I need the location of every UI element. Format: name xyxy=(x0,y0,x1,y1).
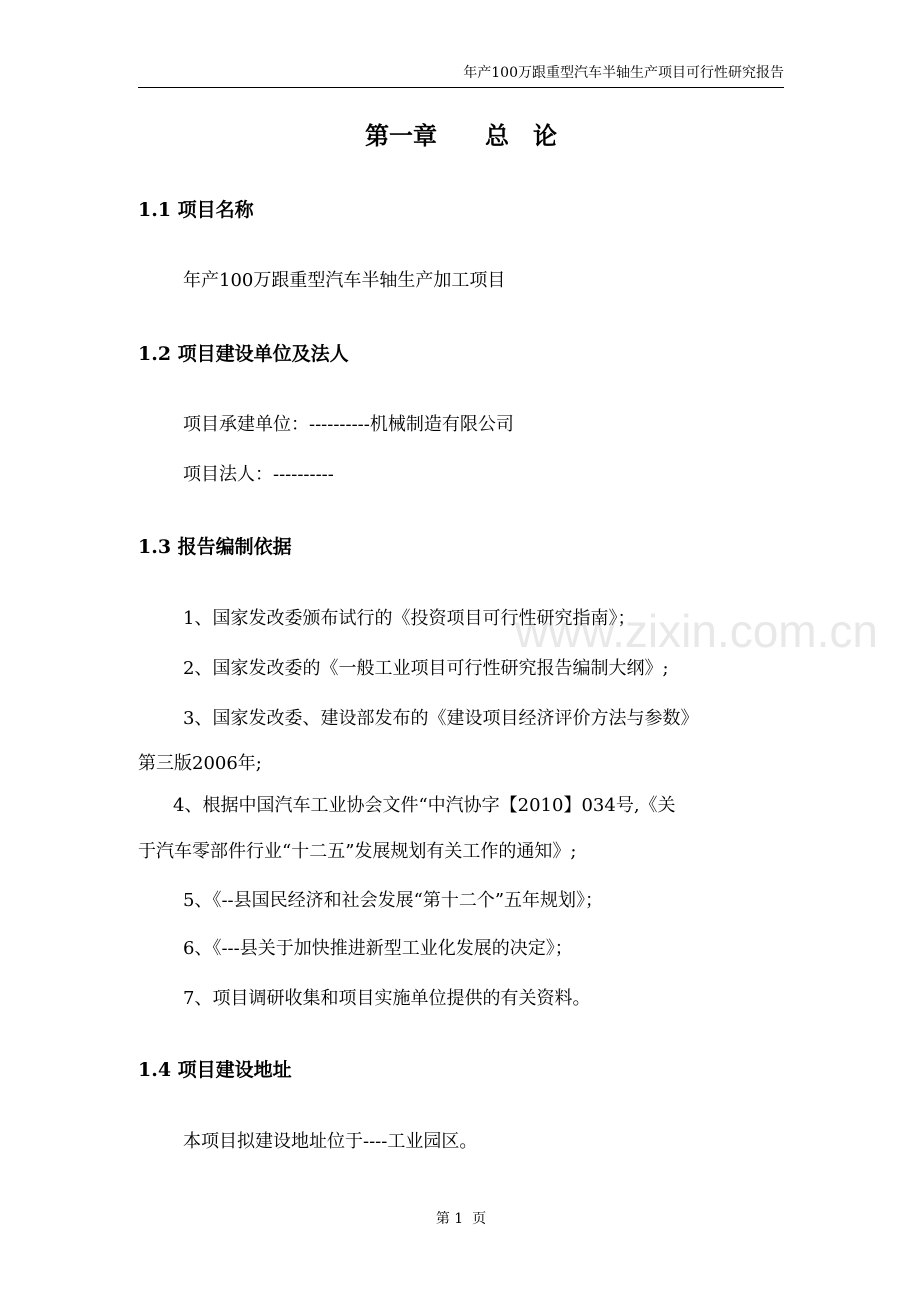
basis-item-6: 6、《---县关于加快推进新型工业化发展的决定》； xyxy=(183,938,573,959)
project-address: 本项目拟建设地址位于----工业园区。 xyxy=(183,1131,478,1152)
section-heading-1-1: 1.1 项目名称 xyxy=(138,199,254,221)
running-header: 年产100万跟重型汽车半轴生产项目可行性研究报告 xyxy=(463,65,784,81)
header-rule xyxy=(138,87,784,88)
legal-person: 项目法人：---------- xyxy=(183,464,334,485)
project-name: 年产100万跟重型汽车半轴生产加工项目 xyxy=(183,270,506,291)
page-number: 第 1 页 xyxy=(435,1211,487,1227)
basis-item-1: 1、国家发改委颁布试行的《投资项目可行性研究指南》； xyxy=(183,608,636,629)
section-heading-1-4: 1.4 项目建设地址 xyxy=(138,1059,292,1081)
chapter-title: 第一章 总 论 xyxy=(365,121,557,150)
basis-item-4: 4、根据中国汽车工业协会文件“中汽协字【2010】034号,《关 xyxy=(173,795,676,816)
basis-item-5: 5、《--县国民经济和社会发展“第十二个”五年规划》； xyxy=(183,890,604,911)
section-heading-1-3: 1.3 报告编制依据 xyxy=(138,536,292,558)
section-heading-1-2: 1.2 项目建设单位及法人 xyxy=(138,343,349,365)
basis-item-2: 2、国家发改委的《一般工业项目可行性研究报告编制大纲》; xyxy=(183,658,669,679)
basis-item-4-continued: 于汽车零部件行业“十二五”发展规划有关工作的通知》; xyxy=(138,841,577,862)
basis-item-3: 3、国家发改委、建设部发布的《建设项目经济评价方法与参数》 xyxy=(183,708,699,729)
basis-item-7: 7、项目调研收集和项目实施单位提供的有关资料。 xyxy=(183,988,591,1009)
watermark: www.zixin.com.cn xyxy=(515,605,878,657)
construction-unit: 项目承建单位：----------机械制造有限公司 xyxy=(183,414,514,435)
basis-item-3-continued: 第三版2006年; xyxy=(138,753,262,774)
